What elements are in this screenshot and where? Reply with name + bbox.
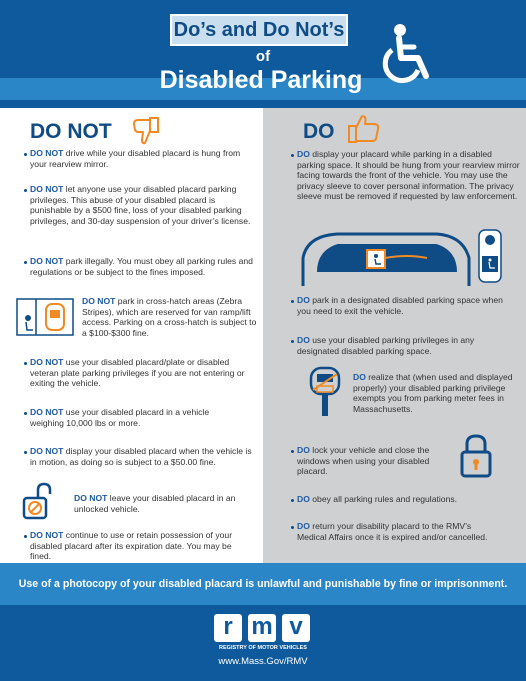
bullet bbox=[291, 526, 294, 529]
item-text: park in a designated disabled parking space when you need to exit the vehicle. bbox=[297, 295, 503, 316]
rmv-logo-m: m bbox=[248, 614, 276, 642]
item-bold: DO NOT bbox=[30, 148, 64, 158]
list-item bbox=[297, 295, 517, 316]
item-bold: DO bbox=[297, 494, 310, 504]
list-item bbox=[30, 148, 258, 169]
item-text: lock your vehicle and close the windows when using your disabled placard. bbox=[297, 445, 430, 477]
do-panel bbox=[263, 108, 526, 563]
bullet bbox=[24, 189, 27, 192]
item-text: use your disabled placard in a vehicle weighing 10,000 lbs or more. bbox=[30, 407, 210, 428]
item-text: park illegally. You must obey all parking rules and regulations or be subject to the fines imposed. bbox=[30, 256, 253, 277]
thumbs-up-icon bbox=[347, 114, 381, 144]
list-item bbox=[30, 407, 242, 428]
list-item bbox=[30, 256, 256, 277]
wheelchair-icon bbox=[372, 20, 442, 90]
bullet bbox=[24, 535, 27, 538]
item-bold: DO NOT bbox=[30, 256, 64, 266]
list-item bbox=[82, 296, 260, 338]
bullet bbox=[291, 300, 294, 303]
item-text: display your disabled placard when the vehicle is in motion, as doing so is subject to a $50.00 fine. bbox=[30, 446, 252, 467]
item-bold: DO bbox=[297, 445, 310, 455]
title-of: of bbox=[255, 48, 271, 65]
bullet bbox=[24, 412, 27, 415]
item-text: use your disabled parking privileges in any designated disabled parking space. bbox=[297, 335, 475, 356]
title-top: Do’s and Do Not’s bbox=[173, 19, 345, 41]
item-bold: DO NOT bbox=[30, 184, 64, 194]
item-bold: DO NOT bbox=[30, 357, 64, 367]
website-url[interactable]: www.Mass.Gov/RMV bbox=[218, 656, 308, 667]
cross-hatch-parking-icon bbox=[16, 298, 74, 336]
bullet bbox=[24, 362, 27, 365]
item-text: obey all parking rules and regulations. bbox=[309, 494, 458, 504]
item-text: display your placard while parking in a disabled parking space. It should be hung from your rearview mirror facing towards the front of the vehicle. You may use the privacy sleeve to cover personal information. The privacy sleeve must be removed if requested by law enforcement. bbox=[297, 149, 520, 202]
do-not-panel bbox=[0, 108, 263, 563]
item-bold: DO NOT bbox=[30, 407, 64, 417]
bullet bbox=[291, 154, 294, 157]
warning-text: Use of a photocopy of your disabled placard is unlawful and punishable by fine or imprisonment. bbox=[18, 578, 508, 590]
item-text: drive while your disabled placard is hung from your rearview mirror. bbox=[30, 148, 241, 169]
item-text: continue to use or retain possession of your disabled placard after its expiration date. You may be fined. bbox=[30, 530, 233, 562]
list-item bbox=[30, 530, 254, 562]
item-bold: DO bbox=[297, 335, 310, 345]
list-item bbox=[297, 149, 521, 202]
list-item bbox=[297, 445, 447, 477]
item-text: realize that (when used and displayed properly) your disabled parking privilege exempts you from parking meter fees in Massachusetts. bbox=[353, 372, 513, 414]
item-text: return your disability placard to the RMV’s Medical Affairs once it is expired and/or cancelled. bbox=[297, 521, 488, 542]
padlock-icon bbox=[459, 434, 493, 478]
list-item bbox=[30, 357, 256, 389]
open-padlock-icon bbox=[18, 482, 58, 522]
list-item bbox=[30, 446, 258, 467]
bullet bbox=[24, 153, 27, 156]
warning-banner bbox=[0, 563, 526, 605]
item-bold: DO NOT bbox=[74, 493, 108, 503]
do-not-heading: DO NOT bbox=[30, 120, 112, 143]
list-item bbox=[353, 372, 521, 414]
car-mirror-illustration bbox=[297, 228, 507, 288]
parking-meter-icon bbox=[307, 366, 343, 418]
item-bold: DO bbox=[353, 372, 366, 382]
item-bold: DO bbox=[297, 149, 310, 159]
item-bold: DO NOT bbox=[82, 296, 116, 306]
rmv-logo-r: r bbox=[214, 614, 242, 642]
item-text: use your disabled placard/plate or disabled veteran plate parking privileges if you are not entering or exiting the vehicle. bbox=[30, 357, 245, 389]
item-bold: DO NOT bbox=[30, 530, 64, 540]
bullet bbox=[24, 451, 27, 454]
list-item bbox=[297, 335, 517, 356]
logo-subtitle: REGISTRY OF MOTOR VEHICLES bbox=[219, 645, 307, 651]
list-item bbox=[74, 493, 260, 514]
item-bold: DO bbox=[297, 295, 310, 305]
title-box bbox=[170, 14, 348, 46]
do-heading: DO bbox=[303, 120, 335, 143]
thumbs-down-icon bbox=[132, 116, 160, 146]
list-item bbox=[30, 184, 254, 226]
bullet bbox=[24, 261, 27, 264]
bullet bbox=[291, 340, 294, 343]
header bbox=[0, 0, 526, 108]
list-item bbox=[297, 521, 501, 542]
list-item bbox=[297, 494, 517, 505]
bullet bbox=[291, 499, 294, 502]
item-bold: DO bbox=[297, 521, 310, 531]
item-bold: DO NOT bbox=[30, 446, 64, 456]
item-text: leave your disabled placard in an unlocked vehicle. bbox=[74, 493, 236, 514]
item-text: park in cross-hatch areas (Zebra Stripes), which are reserved for van ramp/lift access. Parking on a cross-hatch is subject to a $100-$300 fine. bbox=[82, 296, 257, 338]
page-title: Disabled Parking bbox=[159, 66, 363, 94]
bullet bbox=[291, 450, 294, 453]
item-text: let anyone use your disabled placard parking privileges. This abuse of your disabled placard is punishable by a $500 fine, loss of your disabled parking privileges, and 30-day suspension of your driver’s license. bbox=[30, 184, 251, 226]
rmv-logo-v: v bbox=[282, 614, 310, 642]
